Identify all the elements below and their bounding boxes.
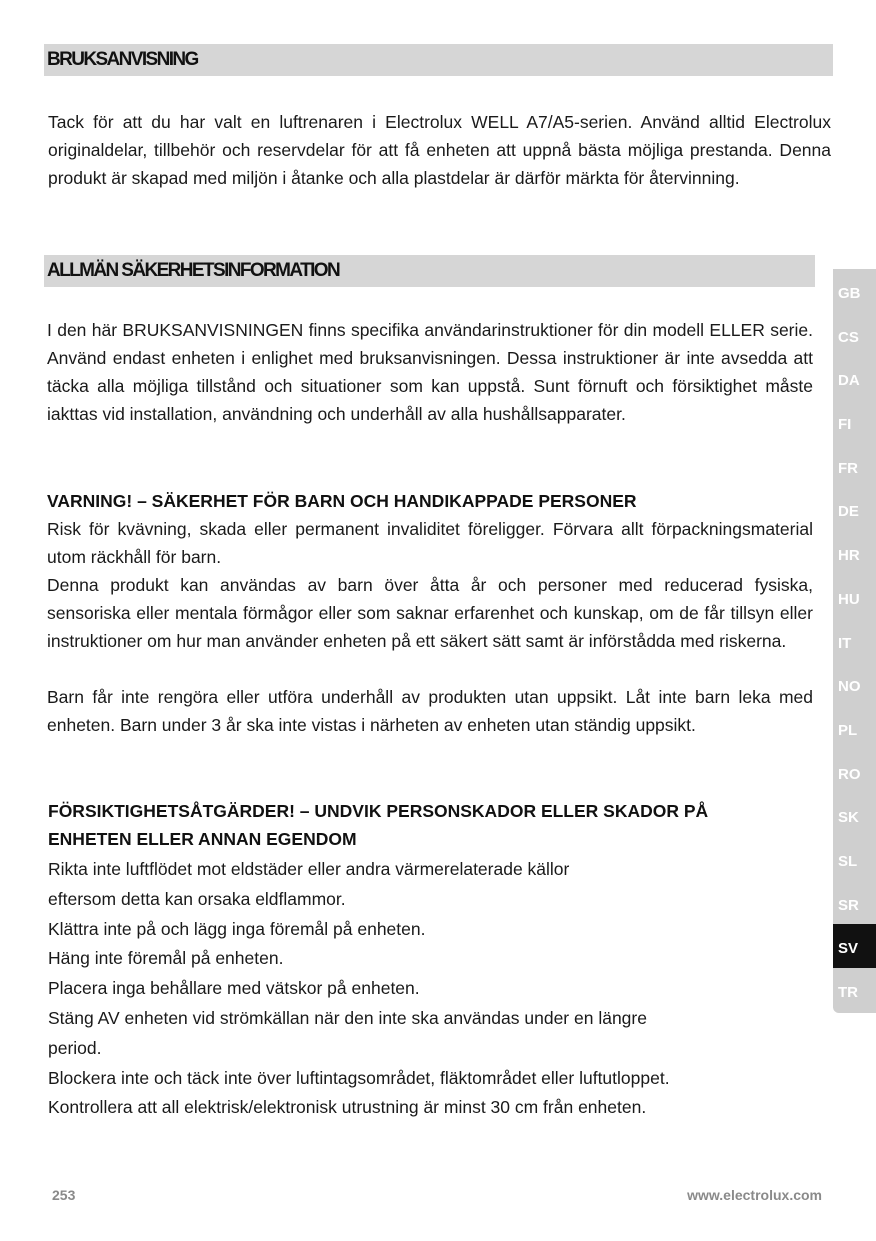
caution-item: Kontrollera att all elektrisk/elektronisk utrustning är minst 30 cm från enheten. [48, 1097, 647, 1118]
warning-heading: VARNING! – SÄKERHET FÖR BARN OCH HANDIKAPPADE PERSONER [47, 491, 637, 511]
language-tab-sv[interactable]: SV [833, 924, 876, 968]
language-tab-sl[interactable]: SL [838, 852, 858, 870]
language-tab-cs[interactable]: CS [838, 328, 859, 346]
warning-paragraph-3: Barn får inte rengöra eller utföra underhåll av produkten utan uppsikt. Låt inte barn leka med enheten. Barn under 3 år ska inte vistas i närheten av enheten utan ständig uppsikt. [47, 687, 813, 735]
warning-paragraph-1: Risk för kvävning, skada eller permanent invaliditet föreligger. Förvara allt förpackningsmaterial utom räckhåll för barn. [47, 519, 813, 567]
language-tab-sk[interactable]: SK [838, 809, 859, 827]
website-link[interactable]: www.electrolux.com [687, 1187, 822, 1203]
caution-heading-line-1: FÖRSIKTIGHETSÅTGÄRDER! – UNDVIK PERSONSKADOR ELLER SKADOR PÅ [48, 801, 709, 821]
language-tab-tr[interactable]: TR [838, 984, 858, 1001]
caution-item: Stäng AV enheten vid strömkällan när den inte ska användas under en längre [48, 1007, 647, 1028]
section-title-bruksanvisning: BRUKSANVISNING [44, 44, 833, 76]
language-tab-fi[interactable]: FI [838, 416, 852, 434]
language-tab-hr[interactable]: HR [838, 547, 860, 565]
language-tab-de[interactable]: DE [838, 503, 859, 521]
caution-item: Klättra inte på och lägg inga föremål på enheten. [48, 918, 426, 939]
caution-item: period. [48, 1037, 102, 1058]
caution-item: Häng inte föremål på enheten. [48, 948, 284, 969]
page-number: 253 [52, 1187, 76, 1203]
language-tab-fr[interactable]: FR [838, 459, 858, 477]
caution-item: Blockera inte och täck inte över luftintagsområdet, fläktområdet eller luftutloppet. [48, 1067, 670, 1088]
caution-list [48, 855, 838, 1123]
safety-intro-paragraph: I den här BRUKSANVISNINGEN finns specifika användarinstruktioner för din modell ELLER serie. Använd endast enheten i enlighet med bruksanvisningen. Dessa instruktioner är inte avsedda att täcka alla möjliga tillstånd och situationer som kan uppstå. Sunt förnuft och försiktighet måste iakttas vid installation, användning och underhåll av alla hushållsapparater. [47, 320, 813, 424]
intro-paragraph: Tack för att du har valt en luftrenaren i Electrolux WELL A7/A5-serien. Använd alltid Electrolux originaldelar, tillbehör och reservdelar för att få enheten att uppnå bästa möjliga prestanda. Denna produkt är skapad med miljön i åtanke och alla plastdelar är därför märkta för återvinning. [48, 112, 831, 188]
section-title-safety-information: ALLMÄN SÄKERHETSINFORMATION [44, 255, 815, 287]
caution-item: Rikta inte luftflödet mot eldstäder eller andra värmerelaterade källor [48, 859, 570, 879]
language-tab-ro[interactable]: RO [838, 765, 861, 783]
warning-paragraph-2: Denna produkt kan användas av barn över åtta år och personer med reducerad fysiska, sensoriska eller mentala förmågor eller som saknar erfarenhet och kunskap, om de får tillsyn eller instruktioner om hur man använder enheten på ett säkert sätt samt är införstådda med riskerna. [47, 575, 813, 651]
language-tab-gb[interactable]: GB [838, 285, 861, 302]
language-tab-no[interactable]: NO [838, 678, 861, 696]
language-tab-da[interactable]: DA [838, 372, 860, 390]
language-tabs [833, 269, 876, 1013]
caution-heading-line-2: ENHETEN ELLER ANNAN EGENDOM [48, 829, 357, 849]
language-tab-hu[interactable]: HU [838, 590, 860, 608]
language-tab-sr[interactable]: SR [838, 896, 859, 914]
language-tab-pl[interactable]: PL [838, 721, 858, 739]
caution-item: eftersom detta kan orsaka eldflammor. [48, 888, 346, 909]
language-tab-it[interactable]: IT [838, 634, 852, 652]
caution-item: Placera inga behållare med vätskor på enheten. [48, 978, 420, 999]
